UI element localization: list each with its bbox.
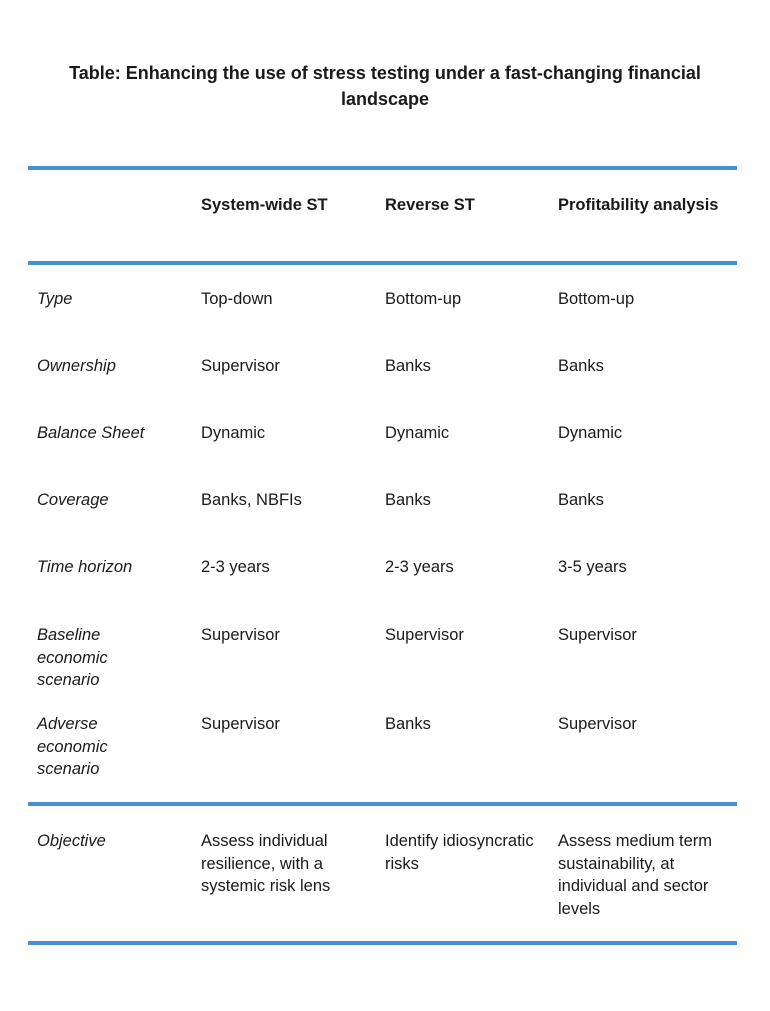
- bottom-rule: [28, 941, 737, 945]
- row-label-balance-sheet: Balance Sheet: [37, 424, 145, 442]
- row-label-time-horizon: Time horizon: [37, 558, 133, 576]
- cell-time-horizon-system-wide: 2-3 years: [201, 558, 270, 576]
- row-label-objective: Objective: [37, 832, 106, 850]
- cell-baseline-profitability: Supervisor: [558, 626, 637, 644]
- cell-coverage-system-wide: Banks, NBFIs: [201, 491, 302, 509]
- header-system-wide-st: System-wide ST: [201, 196, 328, 214]
- cell-balance-sheet-system-wide: Dynamic: [201, 424, 266, 442]
- cell-adverse-profitability: Supervisor: [558, 715, 637, 733]
- cell-balance-sheet-reverse: Dynamic: [385, 424, 450, 442]
- cell-time-horizon-profitability: 3-5 years: [558, 558, 627, 576]
- cell-adverse-system-wide: Supervisor: [201, 715, 280, 733]
- cell-objective-system-wide: Assess individual resilience, with a systemic risk lens: [201, 832, 331, 895]
- cell-ownership-system-wide: Supervisor: [201, 357, 280, 375]
- cell-balance-sheet-profitability: Dynamic: [558, 424, 623, 442]
- cell-adverse-reverse: Banks: [385, 715, 431, 733]
- row-label-adverse-scenario: Adverse economic scenario: [37, 715, 108, 778]
- cell-ownership-profitability: Banks: [558, 357, 604, 375]
- cell-type-reverse: Bottom-up: [385, 290, 462, 308]
- cell-baseline-system-wide: Supervisor: [201, 626, 280, 644]
- row-label-coverage: Coverage: [37, 491, 109, 509]
- cell-baseline-reverse: Supervisor: [385, 626, 464, 644]
- cell-ownership-reverse: Banks: [385, 357, 431, 375]
- top-rule: [28, 166, 737, 170]
- row-label-baseline-scenario: Baseline economic scenario: [37, 626, 108, 689]
- cell-objective-profitability: Assess medium term sustainability, at individual and sector levels: [558, 832, 713, 918]
- cell-time-horizon-reverse: 2-3 years: [385, 558, 454, 576]
- header-reverse-st: Reverse ST: [385, 196, 475, 214]
- cell-coverage-profitability: Banks: [558, 491, 604, 509]
- cell-type-profitability: Bottom-up: [558, 290, 635, 308]
- row-label-ownership: Ownership: [37, 357, 116, 375]
- header-rule: [28, 261, 737, 265]
- cell-type-system-wide: Top-down: [201, 290, 273, 308]
- table-title: Table: Enhancing the use of stress testing under a fast-changing financial landscape: [69, 63, 701, 109]
- cell-objective-reverse: Identify idiosyncratic risks: [385, 832, 534, 873]
- body-rule: [28, 802, 737, 806]
- cell-coverage-reverse: Banks: [385, 491, 431, 509]
- row-label-type: Type: [37, 290, 73, 308]
- header-profitability-analysis: Profitability analysis: [558, 196, 719, 214]
